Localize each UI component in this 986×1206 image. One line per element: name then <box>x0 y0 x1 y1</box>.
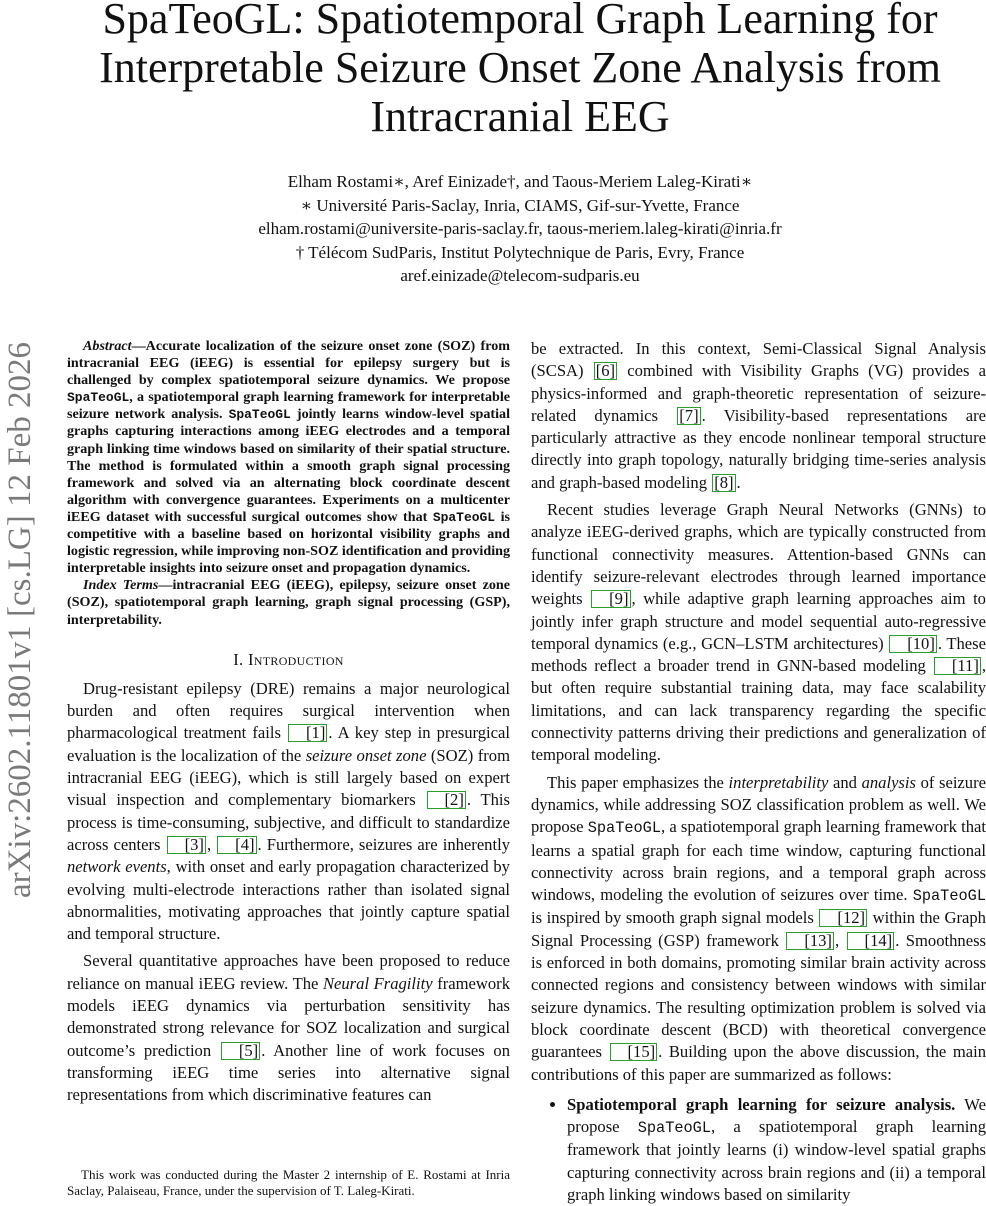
paragraph: Drug-resistant epilepsy (DRE) remains a major neurological burden and often requires surgical intervention when pharmacological treatment fails [1] . A key step in presurgical evaluation is the localization of the seizure onset zone (SOZ) from intracranial EEG (iEEG), which is still largely based on expert visual inspection and complementary biomarkers [2] . This process is time-consuming, subjective, and difficult to standardize across centers [3] , [4] . Furthermore, seizures are inherently network events, with onset and early propagation characterized by evolving multi-electrode interactions rather than isolated signal abnormalities, motivating approaches that jointly capture spatial and temporal structure. <box>67 678 511 944</box>
citation-link[interactable]: [10] <box>889 635 937 653</box>
section-heading-introduction: I. Introduction <box>233 649 344 669</box>
paragraph: This paper emphasizes the interpretability and analysis of seizure dynamics, while addressing SOZ classification problem as well. We propose SpaTeoGL, a spatiotemporal graph learning framework that learns a spatial graph for each time window, capturing functional connectivity across brain regions, and a temporal graph across windows, modeling the evolution of seizures over time. SpaTeoGL is inspired by smooth graph signal models [12] within the Graph Signal Processing (GSP) framework [13] , [14] . Smoothness is enforced in both domains, promoting similar brain activity across connected regions and consistency between windows with similar seizure dynamics. The resulting optimization problem is solved via block coordinate descent (BCD) with theoretical convergence guarantees [15] . Building upon the above discussion, the main contributions of this paper are summarized as follows: <box>531 772 986 1084</box>
citation-link[interactable]: [12] <box>819 909 867 927</box>
contributions-list <box>531 1094 986 1206</box>
index-terms-label: Index Terms <box>83 577 159 594</box>
citation-link[interactable]: [11] <box>934 657 981 675</box>
arxiv-identifier: arXiv:2602.11801v1 [cs.LG] 12 Feb 2026 <box>2 341 38 899</box>
citation-link[interactable]: [13] <box>786 932 834 950</box>
paragraph: be extracted. In this context, Semi-Classical Signal Analysis (SCSA) [6] combined with Visibility Graphs (VG) provides a physics-informed and graph-theoretic representation of seizure-related dynamics [7] . Visibility-based representations are particularly attractive as they encode nonlinear temporal structure directly into graph topology, naturally bridging time-series analysis and graph-based modeling [8] . <box>531 339 986 492</box>
footnote: This work was conducted during the Master 2 internship of E. Rostami at Inria Saclay, Palaiseau, France, under the supervision of T. Laleg-Kirati. <box>67 1167 510 1198</box>
abstract-label: Abstract <box>83 338 132 354</box>
intro-body-left <box>67 678 510 1107</box>
abstract <box>67 338 510 629</box>
email-2[interactable]: aref.einizade@telecom-sudparis.eu <box>400 266 640 285</box>
citation-link[interactable]: [5] <box>221 1042 260 1060</box>
citation-link[interactable]: [9] <box>591 590 630 608</box>
citation-link[interactable]: [14] <box>847 932 895 950</box>
list-item: • Spatiotemporal graph learning for seizure analysis. We propose SpaTeoGL, a spatiotemporal graph learning framework that jointly learns (i) window-level spatial graphs capturing connectivity across brain regions and (ii) a temporal graph linking windows based on similarity <box>567 1094 986 1206</box>
citation-link[interactable]: [3] <box>167 836 206 854</box>
citation-link[interactable]: [15] <box>610 1043 658 1061</box>
abstract-text: Abstract—Accurate localization of the seizure onset zone (SOZ) from intracranial EEG (iEEG) is essential for epilepsy surgery but is challenged by complex spatiotemporal seizure dynamics. We propose SpaTeoGL, a spatiotemporal graph learning framework for interpretable seizure network analysis. SpaTeoGL jointly learns window-level spatial graphs capturing interactions among iEEG electrodes and a temporal graph linking time windows based on similarity of their spatial structure. The method is formulated within a smooth graph signal processing framework and solved via an alternating block coordinate descent algorithm with convergence guarantees. Experiments on a multicenter iEEG dataset with successful surgical outcomes show that SpaTeoGL is competitive with a baseline based on horizontal visibility graphs and logistic regression, while improving non-SOZ identification and providing interpretable insights into seizure onset and propagation dynamics. <box>67 338 510 577</box>
citation-link[interactable]: [1] <box>288 724 327 742</box>
emails-1[interactable]: elham.rostami@universite-paris-saclay.fr, taous-meriem.laleg-kirati@inria.fr <box>258 219 782 238</box>
intro-body-right <box>531 338 986 1206</box>
author-names: Elham Rostami∗, Aref Einizade†, and Taous-Meriem Laleg-Kirati∗ <box>287 172 753 191</box>
affiliation-1: ∗ Université Paris-Saclay, Inria, CIAMS, Gif-sur-Yvette, France <box>300 195 740 215</box>
paper-title: SpaTeoGL: Spatiotemporal Graph Learning for Interpretable Seizure Onset Zone Analysis from Intracranial EEG <box>99 0 941 141</box>
author-block <box>60 170 980 288</box>
citation-link[interactable]: [8] <box>714 472 734 492</box>
affiliation-2: † Télécom SudParis, Institut Polytechnique de Paris, Evry, France <box>295 242 745 262</box>
citation-link[interactable]: [4] <box>217 836 256 854</box>
index-terms: Index Terms—intracranial EEG (iEEG), epilepsy, seizure onset zone (SOZ), spatiotemporal graph learning, graph signal processing (GSP), interpretability. <box>67 577 510 628</box>
paragraph: Several quantitative approaches have been proposed to reduce reliance on manual iEEG review. The Neural Fragility framework models iEEG dynamics via perturbation sensitivity has demonstrated strong relevance for SOZ localization and surgical outcome’s prediction [5] . Another line of work focuses on transforming iEEG time series into alternative signal representations from which discriminative features can <box>67 951 510 1105</box>
citation-link[interactable]: [7] <box>679 405 699 425</box>
right-column <box>531 338 986 1206</box>
paragraph: Recent studies leverage Graph Neural Networks (GNNs) to analyze iEEG-derived graphs, which are typically constructed from functional connectivity measures. Attention-based GNNs can identify seizure-relevant electrodes through learned importance weights [9] , while adaptive graph learning approaches aim to jointly infer graph structure and model sequential auto-regressive temporal dynamics (e.g., GCN–LSTM architectures) [10] . These methods reflect a broader trend in GNN-based modeling [11] , but often require substantial training data, may face scalability limitations, and can lack transparency regarding the specific connectivity patterns driving their predictions and generalization of temporal modeling. <box>531 500 986 765</box>
citation-link[interactable]: [2] <box>427 791 466 809</box>
citation-link[interactable]: [6] <box>595 361 616 381</box>
left-column <box>67 338 510 1112</box>
